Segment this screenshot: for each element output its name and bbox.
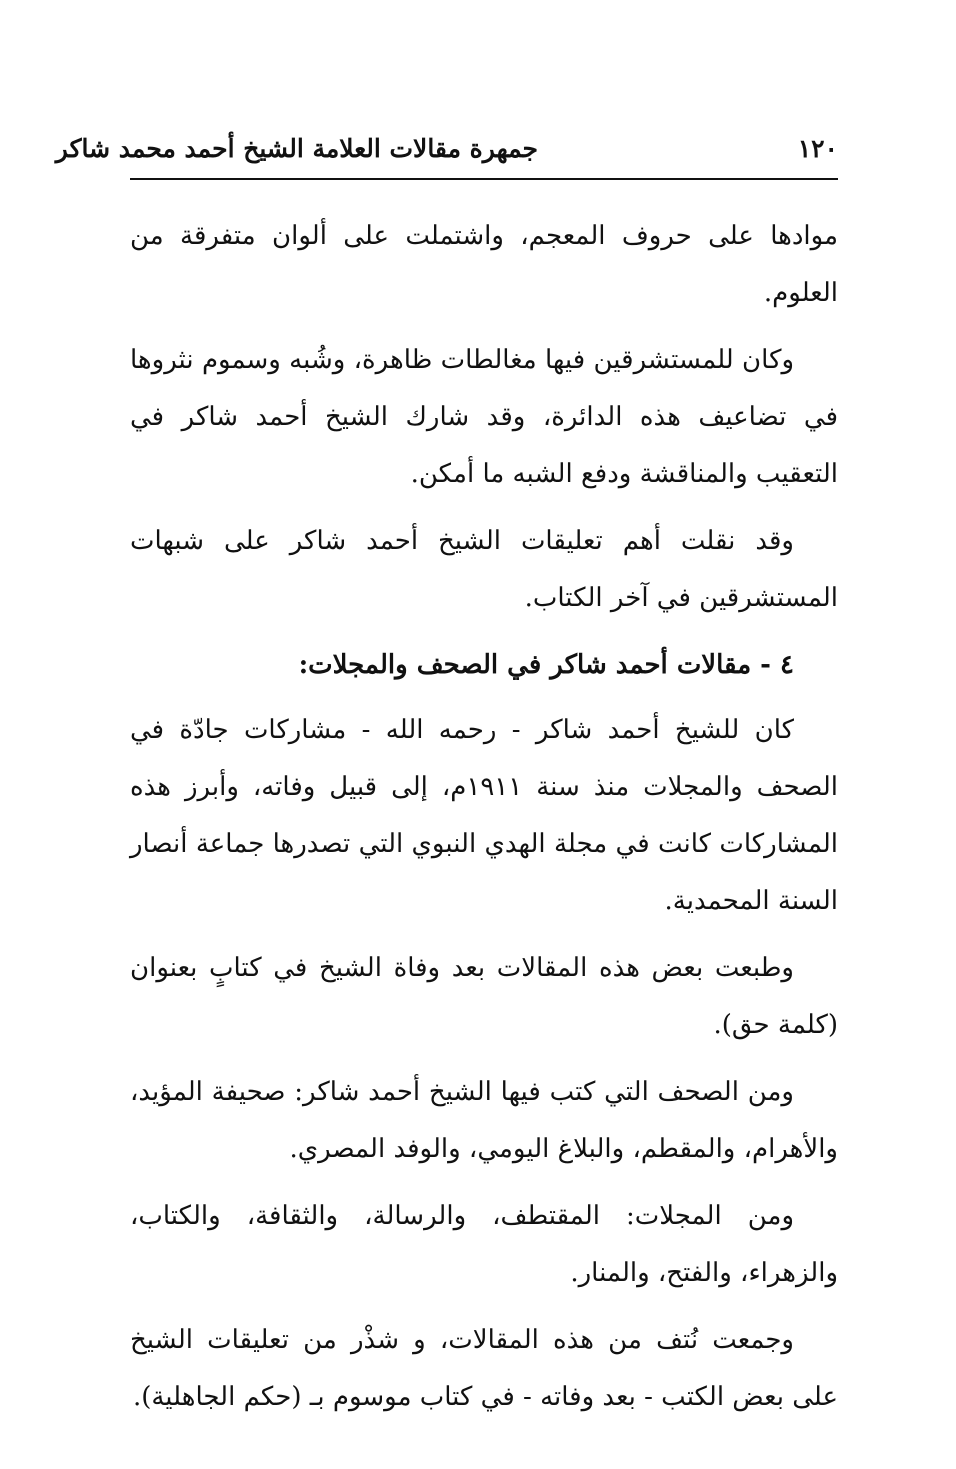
page-number: ١٢٠ — [797, 134, 838, 163]
running-title: جمهرة مقالات العلامة الشيخ أحمد محمد شاكر — [55, 134, 538, 163]
book-page — [55, 130, 838, 1430]
paragraph-3: وقد نقلت أهم تعليقات الشيخ أحمد شاكر على شبهات المستشرقين في آخر الكتاب. — [130, 526, 838, 613]
body-text — [130, 208, 838, 1426]
paragraph-4: كان للشيخ أحمد شاكر - رحمه الله - مشاركات جادّة في الصحف والمجلات منذ سنة ١٩١١م، إلى قبيل وفاته، وأبرز هذه المشاركات كانت في مجلة الهدي النبوي التي تصدرها جماعة أنصار السنة المحمدية. — [130, 715, 838, 916]
section-heading: ٤ - مقالات أحمد شاكر في الصحف والمجلات: — [298, 650, 794, 680]
paragraph-5: وطبعت بعض هذه المقالات بعد وفاة الشيخ في كتابٍ بعنوان (كلمة حق). — [130, 953, 838, 1040]
paragraph-8: وجمعت نُتف من هذه المقالات، و شذْر من تعليقات الشيخ على بعض الكتب - بعد وفاته - في كتاب موسوم بـ (حكم الجاهلية). — [130, 1325, 838, 1412]
paragraph-6: ومن الصحف التي كتب فيها الشيخ أحمد شاكر: صحيفة المؤيد، والأهرام، والمقطم، والبلاغ اليومي، والوفد المصري. — [130, 1077, 838, 1164]
paragraph-7: ومن المجلات: المقتطف، والرسالة، والثقافة، والكتاب، والزهراء، والفتح، والمنار. — [130, 1201, 838, 1288]
paragraph-1: موادها على حروف المعجم، واشتملت على ألوان متفرقة من العلوم. — [130, 221, 838, 308]
running-header — [55, 130, 838, 180]
paragraph-2: وكان للمستشرقين فيها مغالطات ظاهرة، وشُبه وسموم نثروها في تضاعيف هذه الدائرة، وقد شارك الشيخ أحمد شاكر في التعقيب والمناقشة ودفع الشبه ما أمكن. — [130, 345, 838, 489]
